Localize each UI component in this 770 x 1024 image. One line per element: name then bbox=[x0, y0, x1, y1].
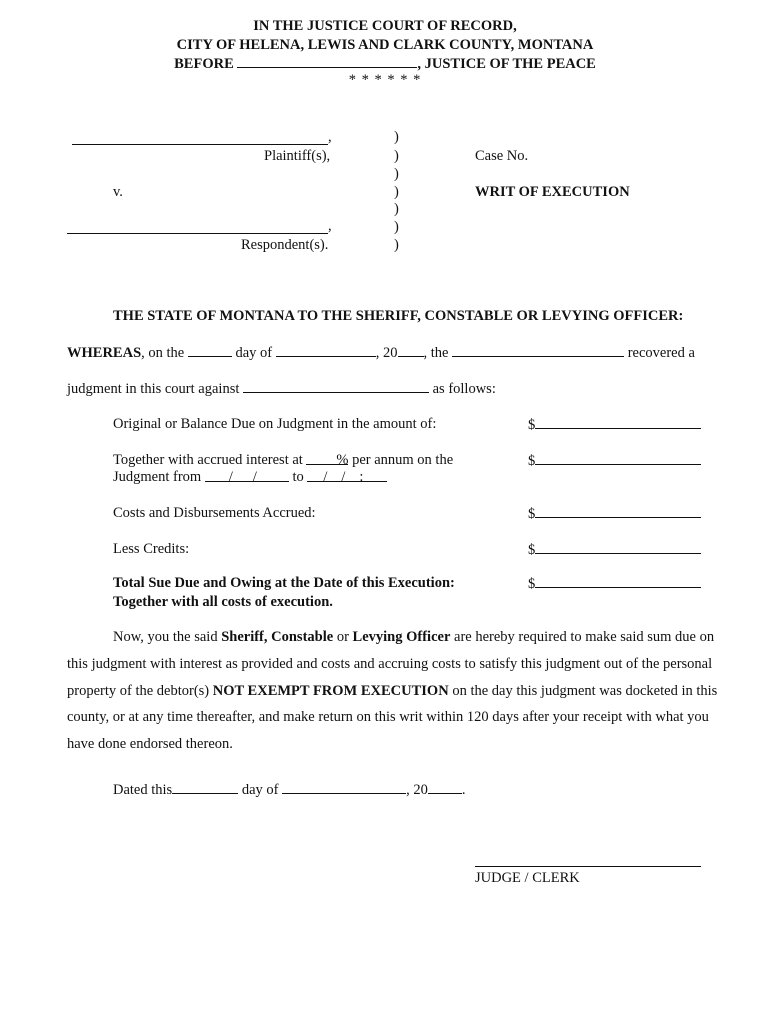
to-date-blank[interactable] bbox=[307, 469, 387, 485]
total-amount[interactable] bbox=[528, 575, 701, 593]
dated-month-blank[interactable] bbox=[282, 781, 406, 794]
plaintiff-label: Plaintiff(s), bbox=[264, 148, 331, 164]
dated-year-prefix: , 20 bbox=[406, 782, 428, 798]
date-slash: / bbox=[341, 469, 346, 485]
total-label-line1: Total Sue Due and Owing at the Date of this Execution: bbox=[113, 575, 455, 591]
as-follows-label: as follows: bbox=[432, 381, 496, 397]
command-paragraph bbox=[67, 624, 727, 758]
total-label-line2: Together with all costs of execution. bbox=[113, 594, 333, 610]
caption-paren: ) bbox=[394, 184, 399, 200]
sheriff-constable-text: Sheriff, Constable bbox=[221, 629, 334, 645]
caption-paren: ) bbox=[394, 219, 399, 235]
levying-officer-text: Levying Officer bbox=[352, 629, 451, 645]
paragraph-text: Now, you the said bbox=[113, 629, 218, 645]
dated-this-label: Dated this bbox=[113, 782, 173, 798]
before-label: BEFORE bbox=[174, 56, 234, 72]
dollar-sign: $ bbox=[528, 506, 536, 522]
date-slash: / bbox=[252, 469, 257, 485]
interest-label: Together with accrued interest at bbox=[113, 452, 303, 468]
amount-blank[interactable] bbox=[535, 575, 701, 588]
signature-line[interactable] bbox=[475, 866, 701, 867]
dated-day-blank[interactable] bbox=[172, 781, 238, 794]
amount-blank[interactable] bbox=[535, 416, 701, 429]
not-exempt-text: NOT EXEMPT FROM EXECUTION bbox=[212, 682, 449, 699]
judgment-from-label: Judgment from bbox=[113, 469, 202, 485]
case-number-label: Case No. bbox=[475, 148, 529, 164]
plaintiff-comma: , bbox=[328, 129, 332, 145]
judge-clerk-label: JUDGE / CLERK bbox=[475, 870, 580, 886]
from-date-blank[interactable] bbox=[205, 469, 289, 485]
whereas-day-blank[interactable] bbox=[188, 344, 232, 357]
paragraph-text: or bbox=[336, 629, 349, 645]
whereas-year-blank[interactable] bbox=[398, 344, 424, 357]
on-the-label: , on the bbox=[141, 345, 185, 361]
recovered-label: recovered a bbox=[627, 345, 695, 361]
respondent-label: Respondent(s). bbox=[241, 237, 329, 253]
header-stars: * * * * * * bbox=[348, 72, 422, 88]
original-balance-label: Original or Balance Due on Judgment in the amount of: bbox=[113, 416, 437, 432]
day-of-label: day of bbox=[235, 345, 273, 361]
creditor-name-blank[interactable] bbox=[452, 344, 624, 357]
amount-blank[interactable] bbox=[535, 452, 701, 465]
amount-blank[interactable] bbox=[535, 541, 701, 554]
to-label: to bbox=[292, 469, 304, 485]
costs-amount[interactable] bbox=[528, 505, 701, 523]
whereas-month-blank[interactable] bbox=[276, 344, 376, 357]
writ-title: WRIT OF EXECUTION bbox=[475, 184, 630, 200]
date-slash: / bbox=[323, 469, 328, 485]
original-balance-amount[interactable] bbox=[528, 416, 701, 434]
dated-year-blank[interactable] bbox=[428, 781, 462, 794]
justice-of-peace-label: , JUSTICE OF THE PEACE bbox=[417, 56, 596, 72]
judgment-against-line bbox=[67, 380, 496, 398]
whereas-line bbox=[67, 344, 695, 362]
debtor-name-blank[interactable] bbox=[243, 380, 429, 393]
per-annum-label: per annum on the bbox=[352, 452, 454, 468]
dollar-sign: $ bbox=[528, 542, 536, 558]
dated-line bbox=[113, 781, 465, 799]
year-prefix-label: , 20 bbox=[375, 345, 398, 361]
comma-the-label: , the bbox=[423, 345, 449, 361]
dollar-sign: $ bbox=[528, 453, 536, 469]
interest-line1 bbox=[113, 452, 453, 469]
percent-sign: % bbox=[336, 452, 349, 468]
versus-label: v. bbox=[113, 184, 123, 200]
court-title-line3 bbox=[0, 55, 770, 73]
less-credits-label: Less Credits: bbox=[113, 541, 190, 557]
paragraph-text: are hereby required to make said sum due on this judgment with interest as provided and costs and accruing costs to satisfy this judgment out of the personal property of the debtor(s) bbox=[67, 629, 715, 699]
interest-rate-blank[interactable] bbox=[306, 452, 349, 468]
dated-period: . bbox=[461, 782, 466, 798]
dollar-sign: $ bbox=[528, 417, 536, 433]
caption-paren: ) bbox=[394, 237, 399, 253]
interest-amount[interactable] bbox=[528, 452, 701, 470]
dollar-sign: $ bbox=[528, 576, 536, 592]
caption-paren: ) bbox=[394, 201, 399, 217]
dated-day-of-label: day of bbox=[241, 782, 279, 798]
less-credits-amount[interactable] bbox=[528, 541, 701, 559]
date-colon: : bbox=[359, 469, 364, 485]
interest-line2 bbox=[113, 469, 387, 486]
state-heading: THE STATE OF MONTANA TO THE SHERIFF, CONSTABLE OR LEVYING OFFICER: bbox=[113, 308, 684, 324]
judgment-against-label: judgment in this court against bbox=[67, 381, 240, 397]
paragraph-text: on the day this judgment was docketed in this county, or at any time thereafter, and make return on this writ within 120 days after your receipt with what you have done endorsed thereon. bbox=[67, 682, 718, 753]
whereas-label: WHEREAS bbox=[67, 345, 142, 361]
justice-name-blank[interactable] bbox=[237, 55, 417, 68]
caption-paren: ) bbox=[394, 129, 399, 145]
respondent-comma: , bbox=[328, 218, 332, 234]
respondent-name-blank[interactable] bbox=[67, 233, 328, 234]
court-title-line1: IN THE JUSTICE COURT OF RECORD, bbox=[253, 18, 517, 34]
caption-paren: ) bbox=[394, 166, 399, 182]
amount-blank[interactable] bbox=[535, 505, 701, 518]
caption-paren: ) bbox=[394, 148, 399, 164]
costs-label: Costs and Disbursements Accrued: bbox=[113, 505, 316, 521]
date-slash: / bbox=[228, 469, 233, 485]
court-title-line2: CITY OF HELENA, LEWIS AND CLARK COUNTY, MONTANA bbox=[176, 37, 594, 53]
plaintiff-name-blank[interactable] bbox=[72, 144, 328, 145]
